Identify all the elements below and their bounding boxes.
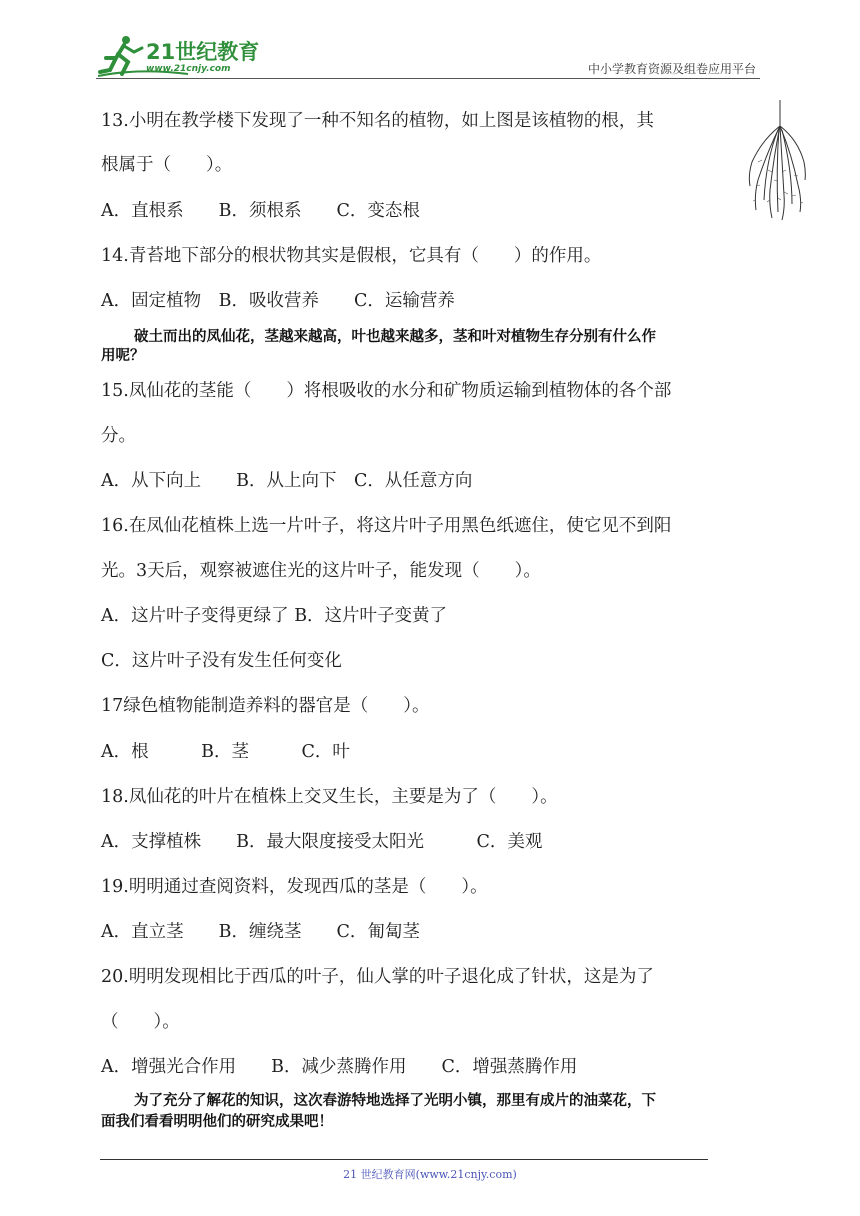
question-20-options: A．增强光合作用 B．减少蒸腾作用 C．增强蒸腾作用 [101, 1057, 578, 1077]
question-17: 17绿色植物能制造养料的器官是（ ）。 [101, 696, 430, 716]
question-14-options: A．固定植物 B．吸收营养 C．运输营养 [101, 291, 455, 311]
section-note-1-line-1: 破土而出的凤仙花，茎越来越高，叶也越来越多，茎和叶对植物生存分别有什么作 [134, 329, 656, 345]
question-13-options: A．直根系 B．须根系 C．变态根 [101, 201, 420, 221]
platform-title: 中小学教育资源及组卷应用平台 [587, 62, 756, 76]
logo-url: www.21cnjy.com [146, 64, 231, 74]
question-13-line-1: 13.小明在教学楼下发现了一种不知名的植物，如上图是该植物的根，其 [101, 111, 654, 131]
question-18: 18.凤仙花的叶片在植株上交叉生长，主要是为了（ ）。 [101, 787, 558, 807]
section-note-2-line-2: 面我们看看明明他们的研究成果吧！ [101, 1114, 333, 1130]
section-note-2-line-1: 为了充分了解花的知识，这次春游特地选择了光明小镇，那里有成片的油菜花，下 [134, 1093, 656, 1109]
question-14: 14.青苔地下部分的根状物其实是假根，它具有（ ）的作用。 [101, 246, 602, 266]
question-16-line-2: 光。3天后，观察被遮住光的这片叶子，能发现（ ）。 [101, 561, 541, 581]
footer-divider [100, 1159, 708, 1160]
question-13-line-2: 根属于（ ）。 [101, 155, 233, 175]
question-16-option-c: C．这片叶子没有发生任何变化 [101, 651, 342, 671]
question-19: 19.明明通过查阅资料，发现西瓜的茎是（ ）。 [101, 877, 488, 897]
question-20-line-1: 20.明明发现相比于西瓜的叶子，仙人掌的叶子退化成了针状，这是为了 [101, 967, 654, 987]
section-note-1-line-2: 用呢？ [101, 348, 145, 364]
question-16-line-1: 16.在凤仙花植株上选一片叶子，将这片叶子用黑色纸遮住，使它见不到阳 [101, 516, 672, 536]
question-15-line-1: 15.凤仙花的茎能（ ）将根吸收的水分和矿物质运输到植物体的各个部 [101, 381, 672, 401]
question-15-options: A．从下向上 B．从上向下 C．从任意方向 [101, 471, 473, 491]
question-16-options-ab: A．这片叶子变得更绿了 B．这片叶子变黄了 [101, 606, 448, 626]
question-20-line-2: （ ）。 [101, 1012, 180, 1032]
question-17-options: A．根 B．茎 C．叶 [101, 742, 350, 762]
question-15-line-2: 分。 [101, 426, 136, 446]
question-19-options: A．直立茎 B．缠绕茎 C．匍匐茎 [101, 922, 420, 942]
header-divider [96, 78, 760, 79]
fibrous-root-image [748, 100, 808, 222]
question-18-options: A．支撑植株 B．最大限度接受太阳光 C．美观 [101, 832, 543, 852]
logo-text: 21世纪教育 [146, 40, 260, 64]
footer-text: 21 世纪教育网(www.21cnjy.com) [343, 1168, 517, 1181]
